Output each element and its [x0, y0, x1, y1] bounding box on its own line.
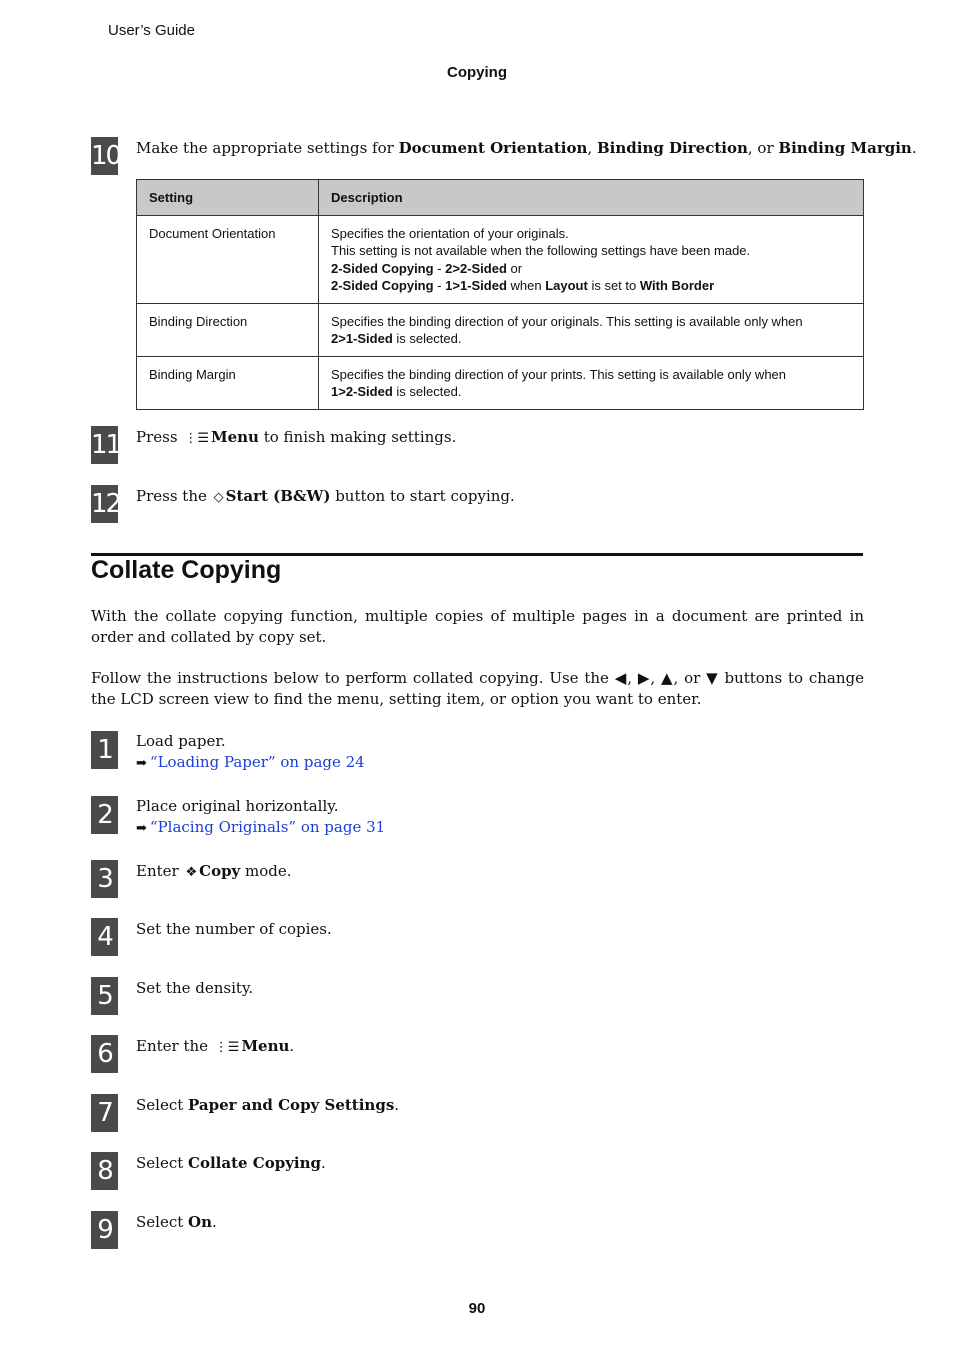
step-instruction: Enter the ⋮☰ Menu.: [136, 1037, 295, 1055]
step-instruction: Place original horizontally. ➡ “Placing Originals” on page 31: [136, 797, 386, 836]
menu-icon: ⋮☰: [184, 431, 209, 446]
step-instruction: Load paper. ➡ “Loading Paper” on page 24: [136, 732, 365, 771]
table-row: [137, 215, 864, 303]
step-number-badge: 8: [91, 1152, 118, 1190]
table-row: [137, 303, 864, 356]
arrow-right-icon: ➡: [136, 821, 147, 836]
table-row: [137, 356, 864, 409]
step-instruction: Press ⋮☰ Menu to finish making settings.: [136, 428, 457, 446]
menu-icon: ⋮☰: [214, 1040, 240, 1055]
step-number-badge: 4: [91, 918, 118, 956]
loading-paper-link[interactable]: “Loading Paper” on page 24: [149, 753, 365, 771]
settings-table: [136, 179, 864, 410]
step-instruction: Select On.: [136, 1213, 217, 1231]
step-instruction: Make the appropriate settings for Document Orientation, Binding Direction, or Binding Margin.: [136, 139, 917, 157]
table-cell-setting: Document Orientation: [137, 215, 319, 303]
start-diamond-icon: ◇: [213, 490, 224, 505]
step-number-badge: 12: [91, 485, 118, 523]
step-number-badge: 10: [91, 137, 118, 175]
step-instruction: Set the density.: [136, 979, 254, 997]
step-instruction: Select Paper and Copy Settings.: [136, 1096, 400, 1114]
copy-icon: ❖: [185, 865, 198, 880]
step-number-badge: 1: [91, 731, 118, 769]
arrow-buttons-icons: ◀, ▶, ▲, or ▼: [614, 669, 719, 687]
table-cell-description: Specifies the orientation of your originals. This setting is not available when the following settings have been made. 2-Sided Copying - 2>2-Sided or 2-Sided Copying - 1>1-Sided when Layout is set to With Border: [319, 215, 864, 303]
step-number-badge: 7: [91, 1094, 118, 1132]
table-cell-description: Specifies the binding direction of your prints. This setting is available only when 1>2-Sided is selected.: [319, 356, 864, 409]
instructions-paragraph: Follow the instructions below to perform collated copying. Use the ◀, ▶, ▲, or ▼ buttons to change the LCD screen view to find the menu, setting item, or option you want to enter.: [91, 669, 864, 708]
placing-originals-link[interactable]: “Placing Originals” on page 31: [149, 818, 386, 836]
intro-paragraph: With the collate copying function, multiple copies of multiple pages in a document are printed in order and collated by copy set.: [91, 607, 864, 646]
step-instruction: Select Collate Copying.: [136, 1154, 326, 1172]
step-number-badge: 5: [91, 977, 118, 1015]
table-cell-setting: Binding Margin: [137, 356, 319, 409]
section-header: Copying: [447, 64, 507, 81]
page-number: 90: [468, 1300, 486, 1317]
step-instruction: Enter ❖ Copy mode.: [136, 862, 292, 880]
column-header-setting: Setting: [137, 180, 319, 216]
step-number-badge: 2: [91, 796, 118, 834]
table-cell-setting: Binding Direction: [137, 303, 319, 356]
column-header-description: Description: [319, 180, 864, 216]
table-cell-description: Specifies the binding direction of your originals. This setting is available only when 2>1-Sided is selected.: [319, 303, 864, 356]
step-instruction: Press the ◇ Start (B&W) button to start copying.: [136, 487, 515, 505]
step-number-badge: 11: [91, 426, 118, 464]
table-header-row: [137, 180, 864, 216]
arrow-right-icon: ➡: [136, 756, 147, 771]
step-instruction: Set the number of copies.: [136, 920, 332, 938]
step-number-badge: 3: [91, 860, 118, 898]
section-title: Collate Copying: [91, 556, 282, 584]
step-number-badge: 6: [91, 1035, 118, 1073]
step-number-badge: 9: [91, 1211, 118, 1249]
running-header: User’s Guide: [108, 22, 195, 39]
